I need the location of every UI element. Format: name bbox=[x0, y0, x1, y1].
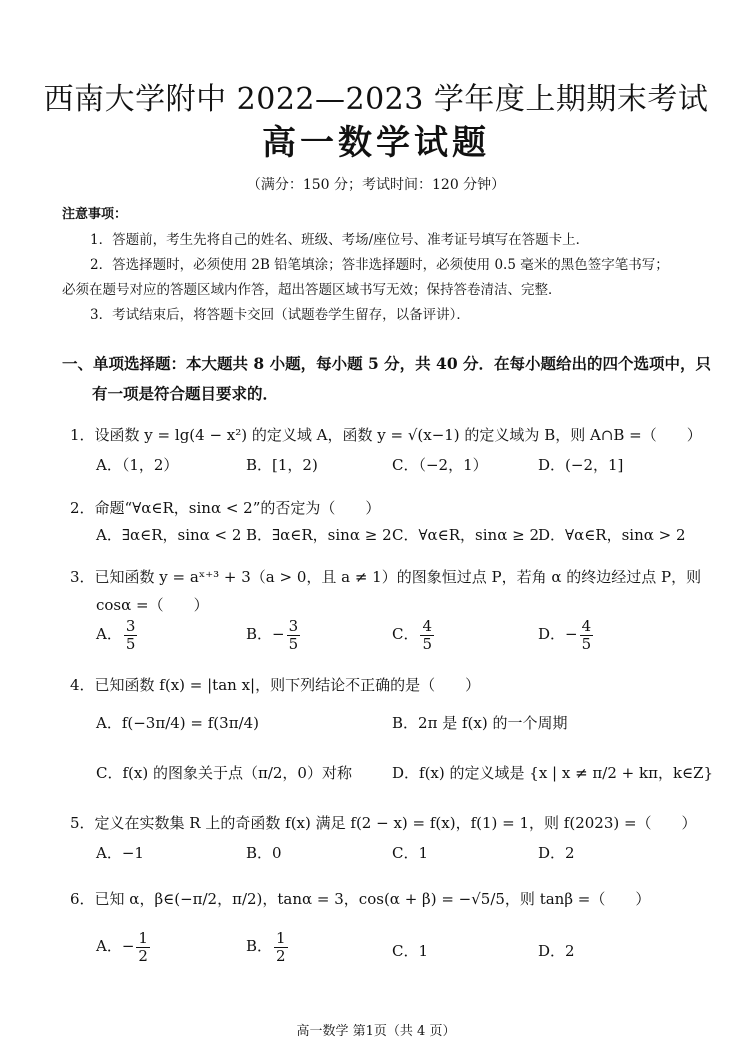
option-d: D．2 bbox=[538, 844, 575, 862]
option-c: C．∀α∈R，sinα ≥ 2 bbox=[392, 526, 539, 544]
option-c: C．f(x) 的图象关于点（π/2，0）对称 bbox=[96, 764, 352, 782]
option-b: B．0 bbox=[246, 844, 282, 862]
option-c: C．1 bbox=[392, 942, 429, 960]
option-b: B．∃α∈R，sinα ≥ 2 bbox=[246, 526, 392, 544]
option-a: A．−1 bbox=[96, 844, 144, 862]
option-d: D．− $\frac{4}{5}$ bbox=[538, 617, 592, 653]
question-stem: 3．已知函数 y = aˣ⁺³ + 3（a > 0，且 a ≠ 1）的图象恒过点 P，若角 α 的终边经过点 P，则 bbox=[70, 568, 702, 586]
question-stem: 2．命题“∀α∈R，sinα < 2”的否定为（ ） bbox=[70, 499, 381, 517]
question-stem: 4．已知函数 f(x) = |tan x|，则下列结论不正确的是（ ） bbox=[70, 676, 481, 694]
option-c: C． $\frac{4}{5}$ bbox=[392, 617, 433, 653]
option-b: B．− $\frac{3}{5}$ bbox=[246, 617, 299, 653]
option-c: C．1 bbox=[392, 844, 429, 862]
option-d: D．f(x) 的定义域是 {x | x ≠ π/2 + kπ，k∈Z} bbox=[392, 764, 714, 782]
option-b: B． $\frac{1}{2}$ bbox=[246, 929, 286, 965]
question-stem: 6．已知 α，β∈(−π/2，π/2)，tanα = 3，cos(α + β) = −√5/5，则 tanβ =（ ） bbox=[70, 890, 651, 908]
notice-heading: 注意事项： bbox=[62, 207, 128, 222]
question-stem: 1．设函数 y = lg(4 − x²) 的定义域 A，函数 y = √(x−1) 的定义域为 B，则 A∩B =（ ） bbox=[70, 426, 702, 444]
option-c: C．（−2，1） bbox=[392, 456, 488, 474]
notice-item: 2．答选择题时，必须使用 2B 铅笔填涂；答非选择题时，必须使用 0.5 毫米的黑色签字笔书写； bbox=[90, 257, 669, 273]
notice-item: 3．考试结束后，将答题卡交回（试题卷学生留存，以备评讲）． bbox=[90, 307, 470, 323]
option-b: B．2π 是 f(x) 的一个周期 bbox=[392, 714, 568, 732]
page-footer: 高一数学 第1页（共 4 页） bbox=[296, 1024, 456, 1039]
exam-meta: （满分：150 分；考试时间：120 分钟） bbox=[246, 177, 506, 193]
notice-item: 1．答题前，考生先将自己的姓名、班级、考场/座位号、准考证号填写在答题卡上． bbox=[90, 232, 590, 248]
question-stem-cont: cosα =（ ） bbox=[96, 596, 209, 614]
option-d: D．2 bbox=[538, 942, 575, 960]
notice-item: 必须在题号对应的答题区域内作答，超出答题区域书写无效；保持答卷清洁、完整． bbox=[62, 282, 562, 298]
question-stem: 5．定义在实数集 R 上的奇函数 f(x) 满足 f(2 − x) = f(x)，f(1) = 1，则 f(2023) =（ ） bbox=[70, 814, 697, 832]
exam-title: 西南大学附中 2022—2023 学年度上期期末考试 bbox=[43, 82, 709, 117]
option-a: A．∃α∈R，sinα < 2 bbox=[96, 526, 242, 544]
option-a: A．− $\frac{1}{2}$ bbox=[96, 929, 148, 965]
section-heading-cont: 有一项是符合题目要求的． bbox=[92, 384, 279, 403]
option-d: D．(−2，1] bbox=[538, 456, 624, 474]
exam-subtitle: 高一数学试题 bbox=[262, 123, 490, 163]
option-b: B．[1，2) bbox=[246, 456, 318, 474]
option-a: A．f(−3π/4) = f(3π/4) bbox=[96, 714, 260, 732]
option-d: D．∀α∈R，sinα > 2 bbox=[538, 526, 686, 544]
section-heading: 一、单项选择题：本大题共 8 小题，每小题 5 分，共 40 分．在每小题给出的四个选项中，只 bbox=[62, 354, 712, 373]
option-a: A． $\frac{3}{5}$ bbox=[96, 617, 136, 653]
option-a: A．（1，2） bbox=[96, 456, 179, 474]
